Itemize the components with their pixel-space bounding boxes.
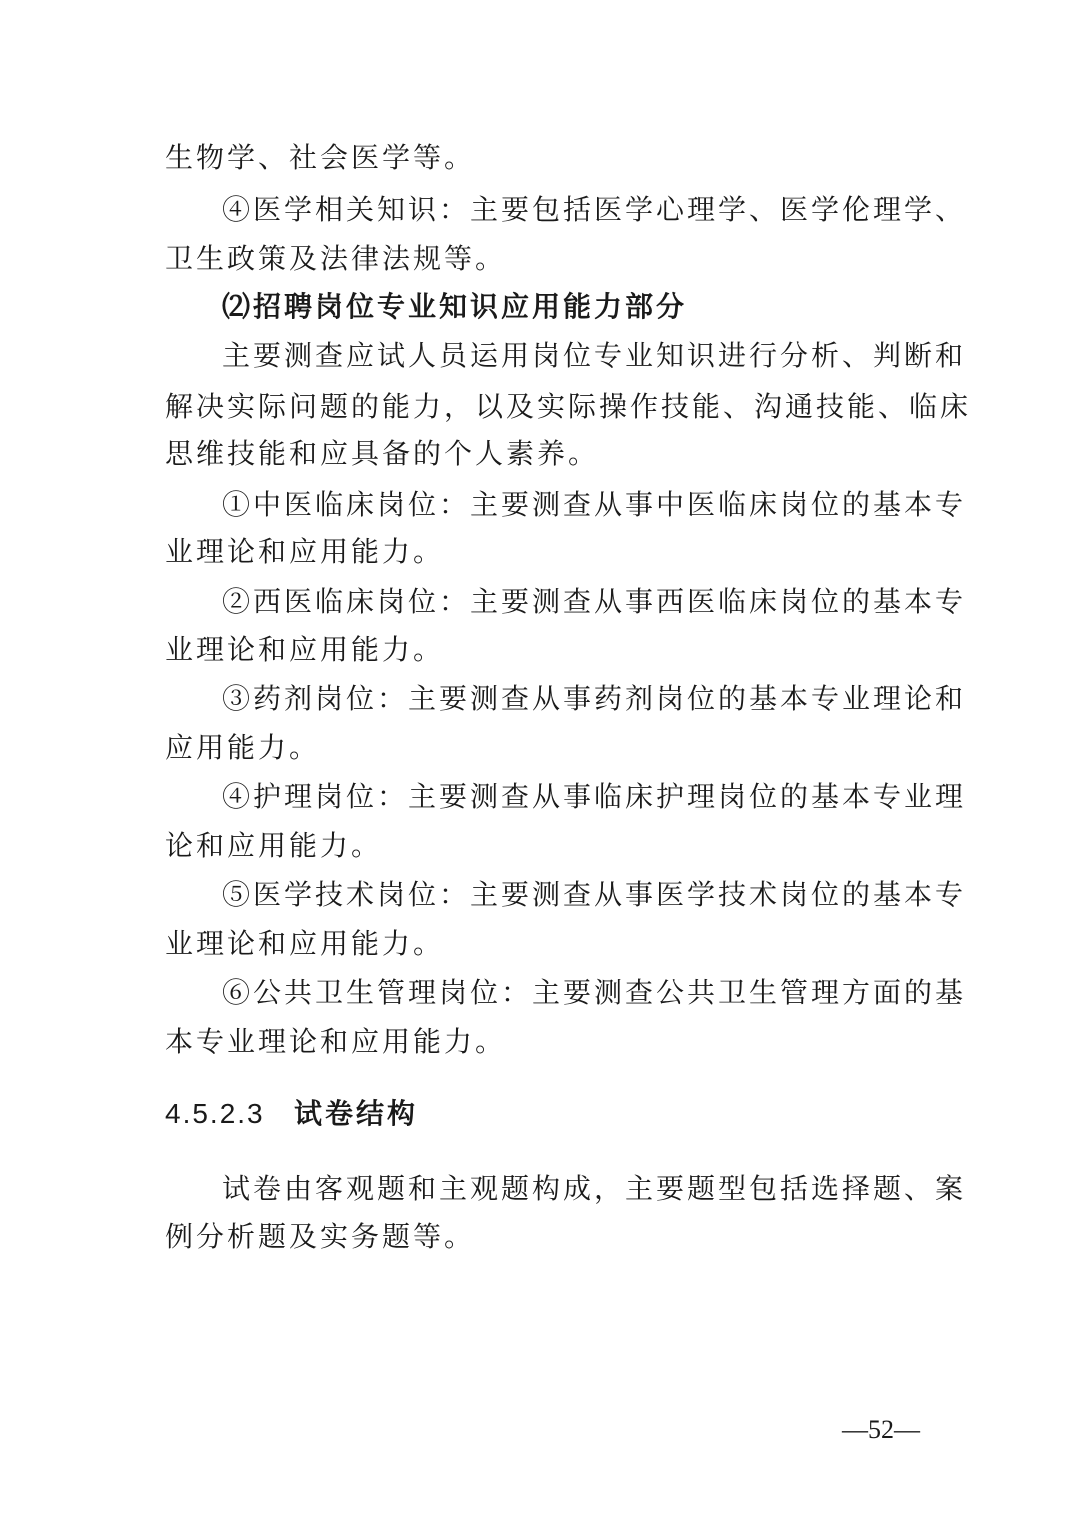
text-line: ⑤医学技术岗位：主要测查从事医学技术岗位的基本专	[222, 878, 967, 911]
page-number: —52—	[842, 1415, 920, 1444]
text-line: ③药剂岗位：主要测查从事药剂岗位的基本专业理论和	[222, 682, 967, 715]
text-line: ①中医临床岗位：主要测查从事中医临床岗位的基本专	[222, 488, 967, 521]
text-line: 业理论和应用能力。	[165, 633, 445, 666]
text-line: ⑥公共卫生管理岗位：主要测查公共卫生管理方面的基	[222, 976, 967, 1009]
text-line: 业理论和应用能力。	[165, 927, 445, 960]
section-number: 4.5.2.3	[165, 1098, 265, 1129]
text-line: 卫生政策及法律法规等。	[165, 242, 507, 275]
text-line: ④护理岗位：主要测查从事临床护理岗位的基本专业理	[222, 780, 967, 813]
text-line: ④医学相关知识：主要包括医学心理学、医学伦理学、	[222, 193, 967, 226]
text-line: 主要测查应试人员运用岗位专业知识进行分析、判断和	[222, 339, 967, 372]
text-line: 生物学、社会医学等。	[165, 141, 476, 174]
section-title: 试卷结构	[294, 1097, 419, 1130]
text-line: 解决实际问题的能力，以及实际操作技能、沟通技能、临床	[165, 390, 972, 423]
text-line: 试卷由客观题和主观题构成，主要题型包括选择题、案	[222, 1172, 967, 1205]
text-line: ②西医临床岗位：主要测查从事西医临床岗位的基本专	[222, 585, 967, 618]
text-line: 论和应用能力。	[165, 829, 383, 862]
text-line: 例分析题及实务题等。	[165, 1220, 476, 1253]
text-line: 业理论和应用能力。	[165, 535, 445, 568]
text-line: 应用能力。	[165, 731, 321, 764]
subsection-heading: ⑵招聘岗位专业知识应用能力部分	[222, 290, 688, 323]
text-line: 本专业理论和应用能力。	[165, 1025, 507, 1058]
text-line: 思维技能和应具备的个人素养。	[165, 437, 600, 470]
